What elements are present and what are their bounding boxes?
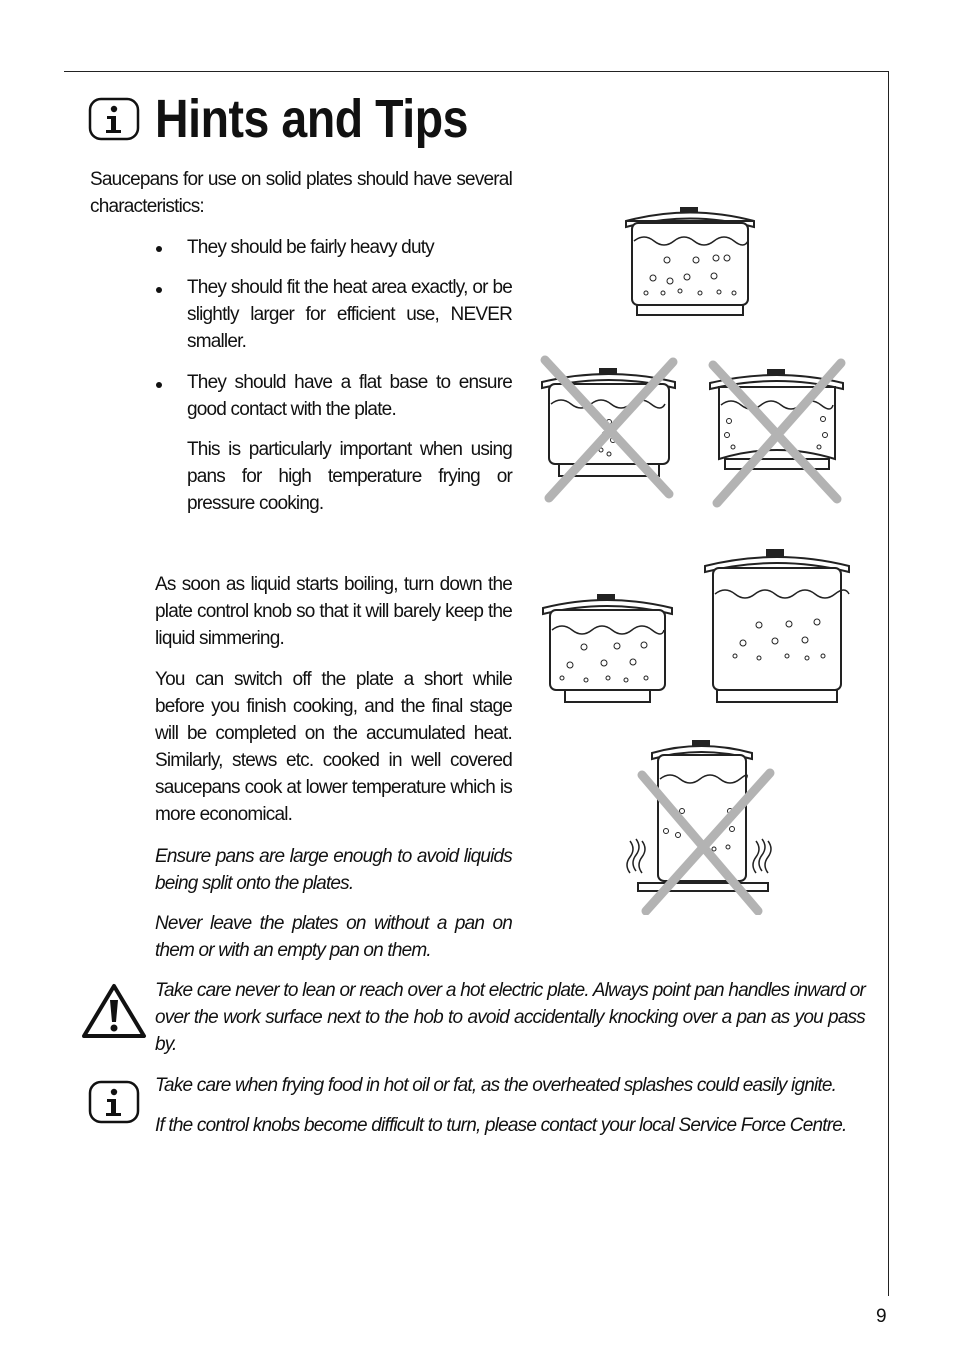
bullet-dot <box>156 246 162 252</box>
caution-paragraph: Ensure pans are large enough to avoid liquids being split onto the plates. <box>155 846 512 894</box>
top-rule <box>64 71 889 72</box>
caution-paragraph: Never leave the plates on without a pan on them or with an empty pan on them. <box>155 913 512 961</box>
boiling-paragraph: You can switch off the plate a short while before you finish cooking, and the final stage will be completed on the accumulated heat. Similarly, stews etc. cooked in well covered saucepans cook at lower temperature which is more economical. <box>155 669 512 825</box>
correct-pan-illustration <box>703 546 851 706</box>
bullet-note: This is particularly important when using pans for high temperature frying or pressure cooking. <box>187 439 512 514</box>
info-icon <box>88 1080 140 1124</box>
wrong-pan-illustration <box>537 352 682 507</box>
correct-pan-illustration <box>540 590 675 705</box>
warning-triangle-icon <box>80 982 148 1040</box>
wrong-pan-illustration <box>705 355 850 510</box>
right-rule <box>888 71 889 1296</box>
wrong-pan-heat-illustration <box>622 735 782 915</box>
bullet-text: They should have a flat base to ensure good contact with the plate. <box>187 372 512 420</box>
warning-text: Take care never to lean or reach over a hot electric plate. Always point pan handles inward or over the work surface next to the hob to avoid accidentally knocking over a pan as you pass by. <box>155 980 865 1055</box>
boiling-paragraph: As soon as liquid starts boiling, turn down the plate control knob so that it will barely keep the liquid simmering. <box>155 574 512 649</box>
info-icon <box>88 97 140 141</box>
intro-text: Saucepans for use on solid plates should have several characteristics: <box>90 169 512 217</box>
page-title: Hints and Tips <box>155 89 469 149</box>
correct-pan-illustration <box>620 205 760 320</box>
bullet-dot <box>156 382 162 388</box>
info-text: Take care when frying food in hot oil or fat, as the overheated splashes could easily ignite. <box>155 1075 837 1096</box>
bullet-text: They should fit the heat area exactly, or be slightly larger for efficient use, NEVER smaller. <box>187 277 512 352</box>
bullet-text: They should be fairly heavy duty <box>187 237 434 258</box>
info-text: If the control knobs become difficult to turn, please contact your local Service Force Centre. <box>155 1115 847 1136</box>
bullet-dot <box>156 287 162 293</box>
page-number: 9 <box>876 1306 887 1327</box>
